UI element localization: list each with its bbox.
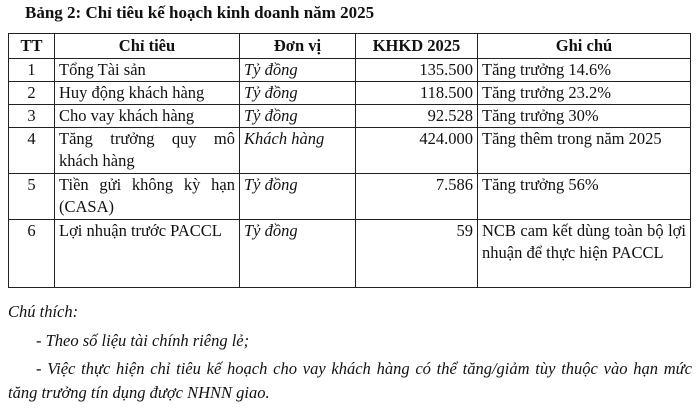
row-unit: Khách hàng <box>240 128 356 174</box>
footnotes-heading: Chú thích: <box>8 302 79 321</box>
row-unit: Tỷ đồng <box>240 220 356 288</box>
row-indicator: Tổng Tài sản <box>55 59 240 82</box>
table-row <box>9 128 691 174</box>
row-number: 5 <box>9 174 55 220</box>
row-unit: Tỷ đồng <box>240 59 356 82</box>
row-note: Tăng thêm trong năm 2025 <box>478 128 691 174</box>
row-number: 1 <box>9 59 55 82</box>
row-plan-value: 59 <box>356 220 478 288</box>
row-indicator: Lợi nhuận trước PACCL <box>55 220 240 288</box>
table-title: Bảng 2: Chỉ tiêu kế hoạch kinh doanh năm 2025 <box>25 3 375 22</box>
header-indicator: Chỉ tiêu <box>55 34 240 59</box>
row-number: 4 <box>9 128 55 174</box>
footnote-item: - Việc thực hiện chỉ tiêu kế hoạch cho vay khách hàng có thể tăng/giảm tùy thuộc vào hạn mức tăng trưởng tín dụng được NHNN giao. <box>8 359 692 402</box>
row-number: 3 <box>9 105 55 128</box>
row-indicator: Tiền gửi không kỳ hạn (CASA) <box>55 174 240 220</box>
table-row <box>9 220 691 288</box>
row-note: Tăng trưởng 56% <box>478 174 691 220</box>
header-plan: KHKD 2025 <box>356 34 478 59</box>
header-note: Ghi chú <box>478 34 691 59</box>
row-unit: Tỷ đồng <box>240 174 356 220</box>
row-indicator: Tăng trưởng quy mô khách hàng <box>55 128 240 174</box>
row-indicator: Huy động khách hàng <box>55 82 240 105</box>
row-unit: Tỷ đồng <box>240 82 356 105</box>
table-row <box>9 105 691 128</box>
row-plan-value: 135.500 <box>356 59 478 82</box>
header-tt: TT <box>9 34 55 59</box>
row-note: Tăng trưởng 14.6% <box>478 59 691 82</box>
row-unit: Tỷ đồng <box>240 105 356 128</box>
row-indicator: Cho vay khách hàng <box>55 105 240 128</box>
business-plan-table <box>8 33 691 288</box>
table-header-row <box>9 34 691 59</box>
table-row <box>9 174 691 220</box>
row-number: 2 <box>9 82 55 105</box>
row-plan-value: 92.528 <box>356 105 478 128</box>
table-row <box>9 59 691 82</box>
row-plan-value: 424.000 <box>356 128 478 174</box>
row-plan-value: 118.500 <box>356 82 478 105</box>
footnote-item: - Theo số liệu tài chính riêng lẻ; <box>36 331 250 350</box>
row-note: Tăng trưởng 30% <box>478 105 691 128</box>
header-unit: Đơn vị <box>240 34 356 59</box>
footnotes <box>8 300 692 405</box>
row-number: 6 <box>9 220 55 288</box>
table-row <box>9 82 691 105</box>
row-note: NCB cam kết dùng toàn bộ lợi nhuận để thực hiện PACCL <box>478 220 691 288</box>
row-plan-value: 7.586 <box>356 174 478 220</box>
row-note: Tăng trưởng 23.2% <box>478 82 691 105</box>
